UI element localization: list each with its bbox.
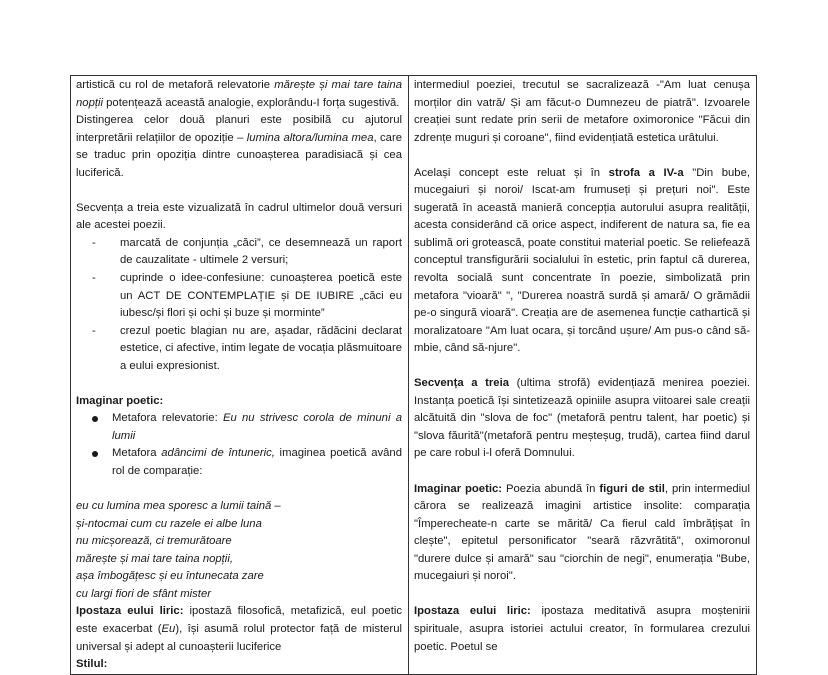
bullet-icon [92, 416, 98, 422]
text: potențează această analogie, explorându-I forța sugestivă. [103, 96, 400, 109]
text: "Din bube, mucegaiuri și noroi/ Iscat-am frumuseți și prețuri noi". Este sugerată în această manieră concepția autorului asupra realității, acesta considerând că orice aspect, indiferent de natura sa, fie ea sublimă ori grotească, poate constitui material poetic. Se reliefează conceptul transfigurării socialului în estetic, prin faptul că durerea, revolta socială sunt concentrate în poezie, simbolizată prin metafora "vioară" ", "Durerea noastră surdă și amară/ O grămădii pe-o singură vioară". Creația are de asemenea funcție cathartică și moralizatoare "Am luat ocara, și torcând ușure/ Am pus-o când să-mbie, când să-njure". [414, 166, 751, 355]
content-table [70, 75, 757, 675]
text: ipostază filosofică, metafizică, eul poetic este exacerbat ( [76, 605, 402, 635]
paragraph-secventa-treia [414, 375, 750, 463]
verse-line: nu micșorează, ci tremurătoare [76, 535, 232, 548]
italic-quote: Eu nu strivesc corola de minuni a lumii [112, 412, 402, 442]
left-column-cell [71, 76, 409, 675]
text: artistică cu rol de metaforă relevatorie [76, 79, 275, 91]
text: , prin intermediul cărora se realizează imagini artistice insolite: comparația "Împerecheate-n carte se mărită/ Ca fierul cald îmbrățișat în clește", epitetul personificator "seară răzvrătită", oximoronul "durere dulce și amară" sau "ciorchin de negi", enumerația "Bube, mucegaiuri și noroi". [414, 482, 750, 583]
text: (ultima strofă) evidențiază menirea poeziei. Instanța poetică își sintetizează opiniile asupra viitoarei sale creații alcătuită din "slova de foc" (metaforă pentru talent, har poetic) și "slova făurită"(metaforă pentru meșteșug, trudă), cartea fiind darul pe care robul i-l oferă Domnului. [414, 377, 750, 460]
paragraph-imaginar-poetic [414, 481, 750, 586]
paragraph-ipostaza [76, 603, 402, 656]
verse-line: așa îmbogățesc și eu întunecata zare [76, 570, 264, 583]
text: Poezia abundă în [502, 482, 600, 495]
text: Metafora [112, 447, 162, 460]
bold-label: Ipostaza eului liric: [76, 605, 184, 618]
text: ), își asumă rolul protector față de misterul universal și adept al cunoașterii luciferice [76, 622, 402, 653]
bold-term: strofa a IV-a [608, 166, 684, 179]
table-row [71, 76, 757, 675]
spacer [76, 375, 402, 393]
italic-word: Eu [161, 622, 176, 635]
spacer [414, 358, 750, 376]
heading-imaginar-poetic: Imaginar poetic: [76, 394, 164, 407]
text: Același concept este reluat și în [414, 166, 609, 179]
paragraph-distingerea [76, 112, 402, 182]
verse-line: și-ntocmai cum cu razele ei albe luna [76, 517, 262, 530]
spacer [76, 481, 402, 499]
spacer [414, 463, 750, 481]
poem-verses [76, 498, 402, 603]
bullet-list [76, 410, 402, 480]
paragraph-strofa-iv [414, 165, 750, 358]
paragraph-secventa-treia: Secvența a treia este vizualizată în cadrul ultimelor două versuri ale acestei poezii. [76, 201, 402, 232]
text: , care se traduc prin opoziția dintre cunoașterea paradisiacă și cea luciferică. [76, 131, 402, 179]
verse-line: eu cu lumina mea sporesc a lumii taină – [76, 500, 281, 513]
text: Metafora relevatorie: [112, 412, 223, 425]
bold-term: figuri de stil [599, 482, 665, 495]
bullet-icon [92, 451, 98, 457]
bold-label: Imaginar poetic: [414, 482, 503, 495]
paragraph-intermediul: intermediul poeziei, trecutul se sacralizează -"Am luat cenușa morților din vatră/ Și am făcut-o Dumnezeu de piatră". Izvoarele creației sunt redate prin serii de metafore oximoronice "Făcui din zdrențe muguri și coroane", fiind evidențiată estetica urâtului. [414, 79, 750, 144]
italic-quote: lumina altora/lumina mea [246, 131, 374, 144]
italic-quote: adâncimi de întuneric, [161, 447, 275, 460]
paragraph-metafora [76, 77, 402, 112]
list-item [90, 445, 402, 480]
text: ipostaza meditativă asupra moștenirii spirituale, asupra istoriei actului creator, în formularea crezului poetic. Poetul se [414, 605, 750, 653]
verse-line: mărește și mai tare taina nopții, [76, 552, 233, 565]
right-column-cell [409, 76, 757, 675]
paragraph-ipostaza [414, 603, 750, 656]
spacer [76, 182, 402, 200]
text: Distingerea celor două planuri este posibilă cu ajutorul interpretării relațiilor de opoziție – [76, 114, 402, 144]
spacer [414, 586, 750, 604]
heading-stilul: Stilul: [76, 658, 108, 671]
italic-quote: mărește și mai tare taina nopții [76, 79, 402, 109]
list-item: - marcată de conjunția „căci”, ce desemnează un raport de cauzalitate - ultimele 2 versuri; [92, 235, 402, 270]
list-item: - crezul poetic blagian nu are, așadar, rădăcini declarat estetice, ci afective, intim legate de vocația plăsmuitoare a eului expresionist. [92, 323, 402, 376]
dash-list [76, 235, 402, 375]
list-item [90, 410, 402, 445]
list-item: - cuprinde o idee-confesiune: cunoașterea poetică este un ACT DE CONTEMPLAȚIE și DE IUBIRE „căci eu iubesc/și flori și ochi și buze și morminte” [92, 270, 402, 323]
spacer [414, 147, 750, 165]
verse-line: cu largi fiori de sfânt mister [76, 587, 211, 600]
text: imaginea poetică având rol de comparație: [112, 447, 402, 478]
bold-label: Ipostaza eului liric: [414, 605, 531, 618]
bold-term: Secvența a treia [414, 377, 510, 390]
